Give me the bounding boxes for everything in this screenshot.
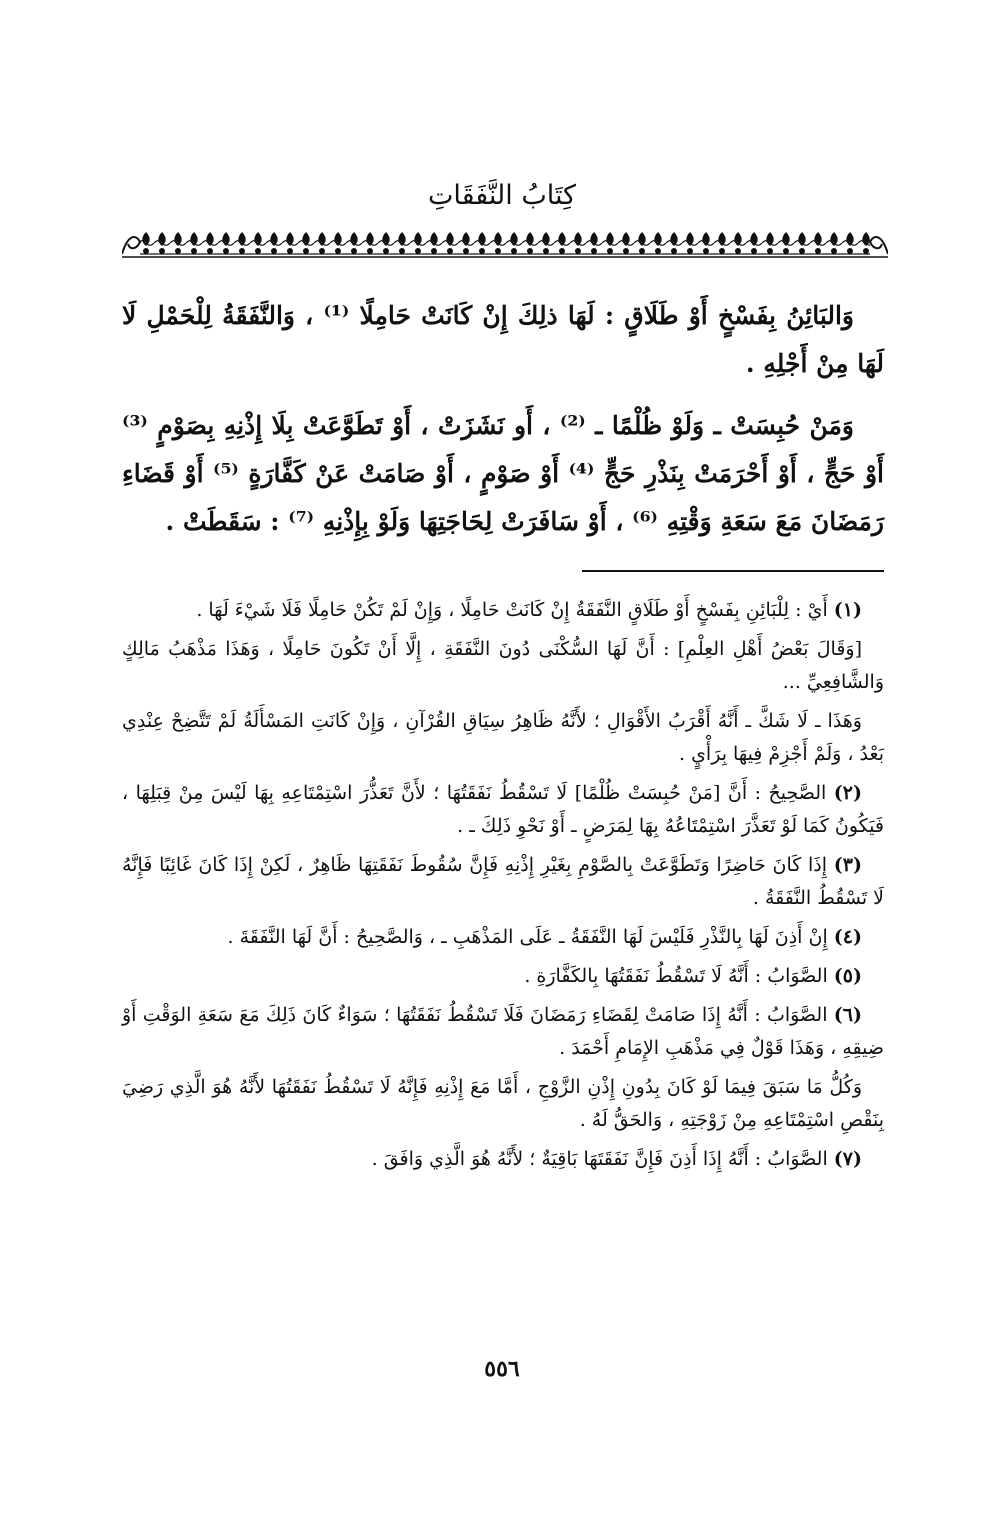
- footnote-separator: [582, 570, 884, 572]
- footnote-7-number: (٧): [833, 1148, 862, 1170]
- main-paragraph-1: وَالبَائِنُ بِفَسْخٍ أَوْ طَلَاقٍ : لَهَا ذلِكَ إِنْ كَانَتْ حَامِلًا ⁽¹⁾ ، وَالنَّفَقَةُ لِلْحَمْلِ لَا لَهَا مِنْ أَجْلِهِ .: [122, 301, 884, 378]
- footnote-4-text: إِنْ أَذِنَ لَهَا بِالنَّذْرِ فَلَيْسَ لَهَا النَّفَقَةُ ـ عَلَى المَذْهَبِ ـ ، وَالصَّحِيحُ : أَنَّ لَهَا النَّفَقَةَ .: [227, 926, 828, 948]
- footnote-2: [122, 777, 884, 843]
- footnote-7-text: الصَّوَابُ : أَنَّهُ إِذَا أَذِنَ فَإِنَّ نَفَقَتَهَا بَاقِيَةٌ ؛ لأَنَّهُ هُوَ الَّذِي وَافَقَ .: [371, 1148, 828, 1170]
- footnote-6: [122, 999, 884, 1065]
- footnote-1: [122, 594, 884, 627]
- footnote-1-number: (١): [833, 599, 862, 621]
- main-text: [122, 292, 884, 558]
- footnote-6-text: الصَّوَابُ : أَنَّهُ إِذَا صَامَتْ لِقَضَاءِ رَمَضَانَ فَلَا تَسْقُطُ نَفَقَتُهَا ؛ سَوَاءٌ كَانَ ذَلِكَ مَعَ سَعَةِ الوَقْتِ أَوْ ضِيقِهِ ، وَهَذَا قَوْلٌ فِي مَذْهَبِ الإِمَامِ أَحْمَدَ .: [122, 1004, 884, 1059]
- footnote-5-number: (٥): [833, 965, 862, 987]
- ornament-border: [122, 228, 888, 258]
- footnote-5: [122, 960, 884, 993]
- footnote-6-continuation: وَكُلُّ مَا سَبَقَ فِيمَا لَوْ كَانَ بِدُونِ إِذْنِ الزَّوْجِ ، أَمَّا مَعَ إِذْنِهِ فَإِنَّهُ لَا تَسْقُطُ نَفَقَتُهَا لأَنَّهُ هُوَ الَّذِي رَضِيَ بِنَقْصِ اسْتِمْتَاعِهِ مِنْ زَوْجَتِهِ ، وَالحَقُّ لَهُ .: [122, 1076, 884, 1131]
- footnote-7: [122, 1143, 884, 1176]
- footnote-2-number: (٢): [833, 782, 862, 804]
- footnote-1-continuation-2: وَهَذَا ـ لَا شَكَّ ـ أَنَّهُ أَقْرَبُ الأَقْوَالِ ؛ لأَنَّهُ ظَاهِرُ سِيَاقِ القُرْآنِ ، وَإِنْ كَانَتِ المَسْأَلَةُ لَمْ تَتَّضِحْ عِنْدِي بَعْدُ ، وَلَمْ أَجْزِمْ فِيهَا بِرَأْيٍ .: [122, 710, 884, 765]
- footnote-2-text: الصَّحِيحُ : أَنَّ [مَنْ حُبِسَتْ ظُلْمًا] لَا تَسْقُطُ نَفَقَتُهَا ؛ لأَنَّ تَعَذُّرَ اسْتِمْتَاعِهِ بِهَا لَيْسَ مِنْ قِبَلِهَا ، فَيَكُونُ كَمَا لَوْ تَعَذَّرَ اسْتِمْتَاعُهُ بِهَا لِمَرَضٍ ـ أَوْ نَحْوِ ذَلِكَ ـ .: [122, 782, 884, 837]
- running-title: كِتَابُ النَّفَقَاتِ: [427, 180, 577, 211]
- footnote-3: [122, 849, 884, 915]
- footnote-4: [122, 921, 884, 954]
- footnote-1-text: أَيْ : لِلْبَائِنِ بِفَسْخٍ أَوْ طَلَاقٍ النَّفَقَةُ إِنْ كَانَتْ حَامِلًا ، وَإِنْ لَمْ تَكُنْ حَامِلًا فَلَا شَيْءَ لَهَا .: [196, 599, 828, 621]
- footnotes: [122, 594, 884, 1182]
- footnote-5-text: الصَّوَابُ : أَنَّهُ لَا تَسْقُطُ نَفَقَتُهَا بِالكَفَّارَةِ .: [524, 965, 828, 987]
- footnote-6-number: (٦): [833, 1004, 862, 1026]
- footnote-1-continuation: [وَقَالَ بَعْضُ أَهْلِ العِلْمِ] : أَنَّ لَهَا السُّكْنَى دُونَ النَّفَقَةِ ، إِلَّا أَنْ تَكُونَ حَامِلًا ، وَهَذَا مَذْهَبُ مَالِكٍ وَالشَّافِعِيِّ ...: [122, 638, 884, 693]
- page-number: ٥٥٦: [484, 1356, 520, 1382]
- footnote-3-text: إِذَا كَانَ حَاضِرًا وَتَطَوَّعَتْ بِالصَّوْمِ بِغَيْرِ إِذْنِهِ فَإِنَّ سُقُوطَ نَفَقَتِهَا ظَاهِرٌ ، لَكِنْ إِذَا كَانَ غَائِبًا فَإِنَّهُ لَا تَسْقُطُ النَّفَقَةُ .: [122, 854, 884, 909]
- footnote-4-number: (٤): [833, 926, 862, 948]
- footnote-3-number: (٣): [833, 854, 862, 876]
- main-paragraph-2: وَمَنْ حُبِسَتْ ـ وَلَوْ ظُلْمًا ـ ⁽²⁾ ، أَو نَشَزَتْ ، أَوْ تَطَوَّعَتْ بِلَا إِذْنِهِ بِصَوْمٍ ⁽³⁾ أَوْ حَجٍّ ، أَوْ أَحْرَمَتْ بِنَذْرِ حَجٍّ ⁽⁴⁾ أَوْ صَوْمٍ ، أَوْ صَامَتْ عَنْ كَفَّارَةٍ ⁽⁵⁾ أَوْ قَضَاءِ رَمَضَانَ مَعَ سَعَةِ وَقْتِهِ ⁽⁶⁾ ، أَوْ سَافَرَتْ لِحَاجَتِهَا وَلَوْ بِإِذْنِهِ ⁽⁷⁾ : سَقَطَتْ .: [122, 411, 884, 536]
